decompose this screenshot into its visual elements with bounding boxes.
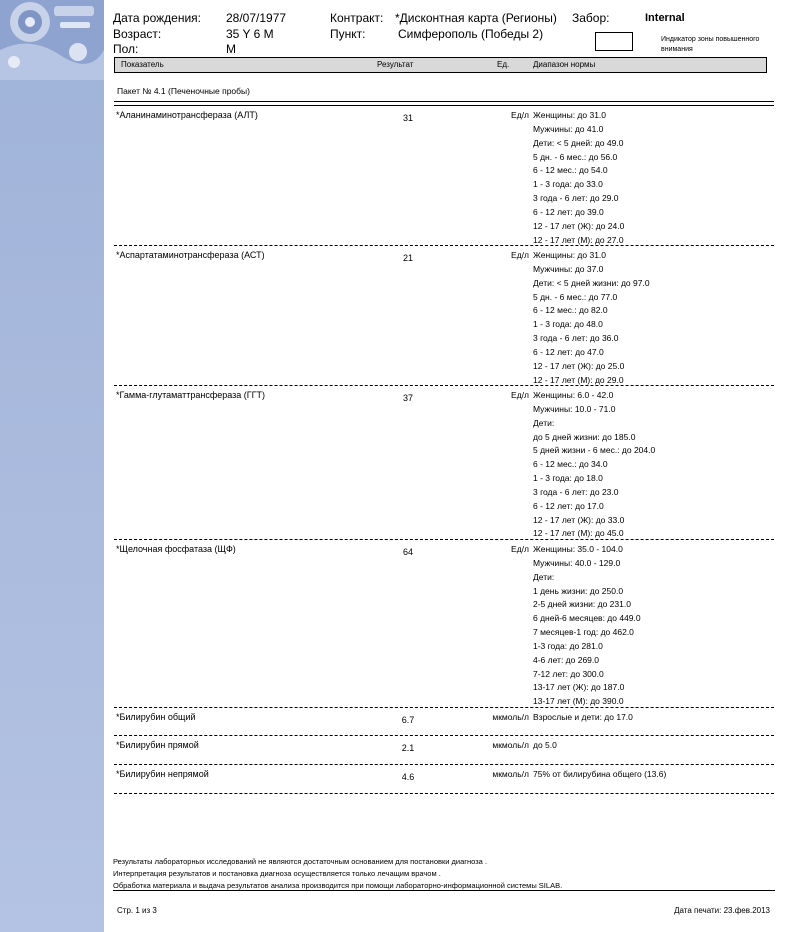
col-range: Диапазон нормы [533, 60, 596, 69]
attention-indicator-box [595, 32, 633, 51]
range-line: Женщины: 35.0 - 104.0 [533, 544, 623, 554]
dob-label: Дата рождения: [113, 11, 201, 25]
test-name: *Щелочная фосфатаза (ЩФ) [116, 544, 236, 554]
range-line: 6 - 12 лет: до 39.0 [533, 206, 604, 217]
range-line: Дети: [533, 417, 555, 428]
test-unit: Ед/л [511, 390, 529, 400]
range-line: 6 - 12 лет: до 17.0 [533, 500, 604, 511]
reference-range [533, 109, 624, 247]
reference-range [533, 739, 557, 753]
row-separator [114, 385, 774, 386]
range-line: 75% от билирубина общего (13.6) [533, 769, 667, 779]
range-line: 7-12 лет: до 300.0 [533, 668, 604, 679]
divider [114, 101, 774, 106]
row-separator [114, 245, 774, 246]
collection-label: Забор: [572, 11, 610, 25]
col-result: Результат [377, 60, 414, 69]
disclaimer-text: Интерпретация результатов и постановка диагноза осуществляется только лечащим врачом . [113, 869, 441, 878]
range-line: 6 - 12 лет: до 47.0 [533, 346, 604, 357]
test-name: *Билирубин общий [116, 712, 196, 722]
reference-range [533, 389, 655, 541]
point-value: Симферополь (Победы 2) [398, 27, 544, 41]
test-result: 2.1 [401, 743, 415, 753]
range-line: 1 день жизни: до 250.0 [533, 585, 624, 596]
disclaimer-text: Результаты лабораторных исследований не являются достаточным основанием для постановки диагноза . [113, 857, 488, 866]
range-line: 12 - 17 лет (М): до 45.0 [533, 528, 624, 539]
page-number: Стр. 1 из 3 [117, 906, 157, 915]
reference-range [533, 768, 666, 782]
range-line: Дети: < 5 дней: до 49.0 [533, 137, 624, 148]
range-line: Дети: < 5 дней жизни: до 97.0 [533, 277, 650, 288]
range-line: 3 года - 6 лет: до 23.0 [533, 486, 619, 497]
range-line: Мужчины: до 37.0 [533, 263, 604, 274]
range-line: Дети: [533, 571, 555, 582]
test-unit: Ед/л [511, 250, 529, 260]
row-separator [114, 793, 774, 794]
test-unit: Ед/л [511, 110, 529, 120]
range-line: 13-17 лет (Ж): до 187.0 [533, 682, 625, 693]
test-name: *Билирубин прямой [116, 740, 199, 750]
range-line: 1 - 3 года: до 48.0 [533, 319, 603, 330]
range-line: Мужчины: 10.0 - 71.0 [533, 403, 616, 414]
range-line: 12 - 17 лет (М): до 27.0 [533, 234, 624, 245]
range-line: Женщины: до 31.0 [533, 110, 607, 120]
range-line: 6 - 12 мес.: до 34.0 [533, 459, 608, 470]
row-separator [114, 707, 774, 708]
range-line: 12 - 17 лет (Ж): до 25.0 [533, 360, 625, 371]
lab-logo-icon [0, 0, 104, 80]
range-line: 6 - 12 мес.: до 54.0 [533, 165, 608, 176]
test-name: *Аспартатаминотрансфераза (АСТ) [116, 250, 265, 260]
test-unit: Ед/л [511, 544, 529, 554]
package-title: Пакет № 4.1 (Печеночные пробы) [117, 86, 250, 96]
lab-report-page [104, 0, 800, 932]
dob-value: 28/07/1977 [226, 11, 287, 25]
range-line: 3 года - 6 лет: до 29.0 [533, 193, 619, 204]
disclaimer-text: Обработка материала и выдача результатов анализа производится при помощи лабораторно-информационной системы SILAB. [113, 881, 563, 890]
range-line: 5 дн. - 6 мес.: до 56.0 [533, 151, 618, 162]
reference-range [533, 249, 650, 387]
row-separator [114, 764, 774, 765]
range-line: 5 дней жизни - 6 мес.: до 204.0 [533, 445, 656, 456]
contract-value: *Дисконтная карта (Регионы) [395, 11, 557, 25]
range-line: 6 - 12 мес.: до 82.0 [533, 305, 608, 316]
test-result: 4.6 [401, 772, 415, 782]
range-line: 6 дней-6 месяцев: до 449.0 [533, 613, 641, 624]
row-separator [114, 539, 774, 540]
collection-value: Internal [645, 12, 685, 24]
test-result: 37 [402, 393, 413, 403]
test-unit: мкмоль/л [492, 769, 529, 779]
range-line: 13-17 лет (М): до 390.0 [533, 696, 624, 707]
range-line: 5 дн. - 6 мес.: до 77.0 [533, 291, 618, 302]
reference-range [533, 711, 633, 725]
age-label: Возраст: [113, 27, 162, 41]
test-result: 6.7 [401, 715, 415, 725]
range-line: Мужчины: до 41.0 [533, 123, 604, 134]
test-result: 21 [402, 253, 413, 263]
sex-label: Пол: [113, 42, 139, 56]
range-line: до 5 дней жизни: до 185.0 [533, 431, 636, 442]
range-line: 4-6 лет: до 269.0 [533, 654, 599, 665]
range-line: 2-5 дней жизни: до 231.0 [533, 599, 631, 610]
reference-range [533, 543, 641, 709]
test-unit: мкмоль/л [492, 740, 529, 750]
range-line: Женщины: до 31.0 [533, 250, 607, 260]
table-header [114, 57, 767, 73]
row-separator [114, 735, 774, 736]
range-line: 1-3 года: до 281.0 [533, 640, 603, 651]
range-line: 1 - 3 года: до 18.0 [533, 473, 603, 484]
test-name: *Гамма-глутаматтрансфераза (ГГТ) [116, 390, 266, 400]
test-name: *Билирубин непрямой [116, 769, 209, 779]
col-unit: Ед. [497, 60, 510, 69]
test-result: 64 [402, 547, 413, 557]
test-unit: мкмоль/л [492, 712, 529, 722]
test-name: *Аланинаминотрансфераза (АЛТ) [116, 110, 258, 120]
contract-label: Контракт: [330, 11, 384, 25]
range-line: 12 - 17 лет (Ж): до 24.0 [533, 220, 625, 231]
point-label: Пункт: [330, 27, 366, 41]
decorative-sidebar [0, 0, 104, 932]
range-line: 12 - 17 лет (М): до 29.0 [533, 374, 624, 385]
footer-divider [113, 890, 775, 891]
col-name: Показатель [121, 60, 164, 69]
attention-indicator-label: Индикатор зоны повышенного внимания [661, 36, 760, 53]
range-line: 3 года - 6 лет: до 36.0 [533, 333, 619, 344]
range-line: 12 - 17 лет (Ж): до 33.0 [533, 514, 625, 525]
test-result: 31 [402, 113, 413, 123]
range-line: Мужчины: 40.0 - 129.0 [533, 557, 621, 568]
range-line: до 5.0 [533, 740, 557, 750]
sex-value: M [226, 42, 236, 56]
age-value: 35 Y 6 M [226, 27, 274, 41]
range-line: 7 месяцев-1 год: до 462.0 [533, 627, 634, 638]
range-line: Женщины: 6.0 - 42.0 [533, 390, 614, 400]
range-line: 1 - 3 года: до 33.0 [533, 179, 603, 190]
print-date: Дата печати: 23.фев.2013 [674, 906, 770, 915]
range-line: Взрослые и дети: до 17.0 [533, 712, 633, 722]
